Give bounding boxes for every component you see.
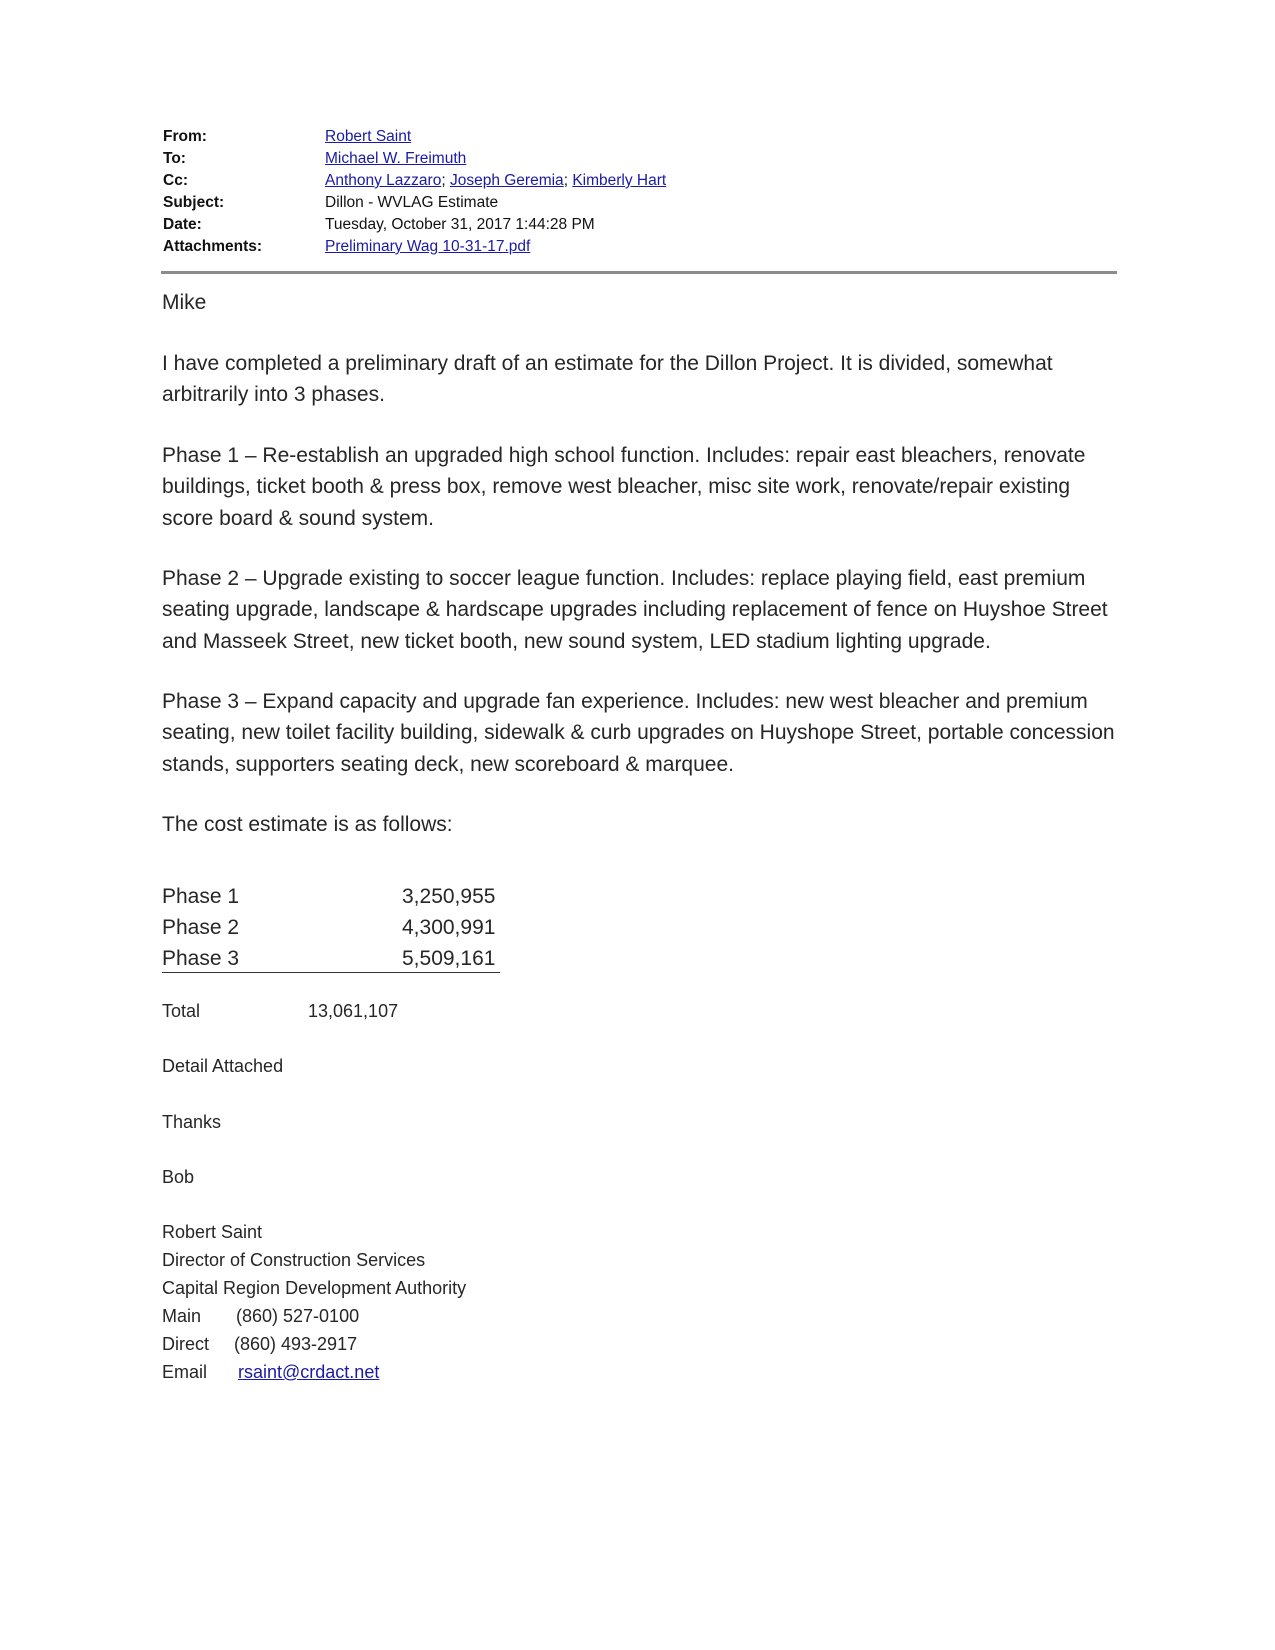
greeting: Mike: [162, 291, 207, 314]
from-link[interactable]: Robert Saint: [325, 128, 412, 145]
phase1-paragraph: Phase 1 – Re-establish an upgraded high school function. Includes: repair east bleachers, renovate buildings, ticket booth & press box, remove west bleacher, misc site work, renovate/repair existing score board & sound system.: [162, 444, 1086, 530]
phase-name: Phase 1: [162, 885, 240, 908]
from-label: From:: [163, 128, 207, 145]
thanks-line: Thanks: [162, 1112, 222, 1132]
main-phone: (860) 527-0100: [236, 1306, 360, 1326]
attachment-link[interactable]: Preliminary Wag 10-31-17.pdf: [325, 238, 531, 255]
table-row: [162, 912, 500, 943]
to-row: [163, 148, 1123, 170]
email-link[interactable]: rsaint@crdact.net: [238, 1362, 380, 1382]
main-phone-row: [162, 1302, 466, 1330]
direct-label: Direct: [162, 1334, 210, 1354]
email-row: [162, 1358, 466, 1386]
header-divider: [161, 271, 1117, 274]
signature-name: Robert Saint: [162, 1222, 263, 1242]
phase-value: 3,250,955: [402, 885, 496, 908]
table-row: [162, 881, 500, 912]
cost-intro: The cost estimate is as follows:: [162, 813, 453, 836]
from-row: [163, 126, 1123, 148]
cc-row: [163, 170, 1123, 192]
date-value: Tuesday, October 31, 2017 1:44:28 PM: [325, 216, 595, 233]
intro-paragraph: I have completed a preliminary draft of an estimate for the Dillon Project. It is divided, somewhat arbitrarily into 3 phases.: [162, 352, 1053, 407]
phase3-paragraph: Phase 3 – Expand capacity and upgrade fan experience. Includes: new west bleacher and premium seating, new toilet facility building, sidewalk & curb upgrades on Huyshope Street, portable concession stands, supporters seating deck, new scoreboard & marquee.: [162, 690, 1115, 776]
email-header: [163, 126, 1123, 258]
cc-separator: ;: [563, 172, 568, 189]
direct-phone: (860) 493-2917: [234, 1334, 358, 1354]
cc-label: Cc:: [163, 172, 188, 189]
attachments-label: Attachments:: [163, 238, 263, 255]
subject-row: [163, 192, 1123, 214]
date-label: Date:: [163, 216, 202, 233]
cc-link[interactable]: Kimberly Hart: [572, 172, 667, 189]
main-label: Main: [162, 1306, 202, 1326]
date-row: [163, 214, 1123, 236]
phase-value: 5,509,161: [402, 947, 496, 970]
phase-cost-table: [162, 881, 500, 973]
signoff: Bob: [162, 1167, 195, 1187]
phase-name: Phase 2: [162, 916, 240, 939]
total-label: Total: [162, 1001, 201, 1021]
email-label: Email: [162, 1362, 208, 1382]
table-row: [162, 943, 500, 973]
total-value: 13,061,107: [308, 1001, 399, 1021]
direct-phone-row: [162, 1330, 466, 1358]
detail-attached: Detail Attached: [162, 1056, 284, 1076]
to-label: To:: [163, 150, 186, 167]
cc-link[interactable]: Anthony Lazzaro: [325, 172, 442, 189]
signature-org: Capital Region Development Authority: [162, 1278, 467, 1298]
total-row: [162, 997, 398, 1025]
signature-title: Director of Construction Services: [162, 1250, 426, 1270]
phase-value: 4,300,991: [402, 916, 496, 939]
subject-label: Subject:: [163, 194, 225, 211]
to-link[interactable]: Michael W. Freimuth: [325, 150, 467, 167]
phase2-paragraph: Phase 2 – Upgrade existing to soccer league function. Includes: replace playing field, east premium seating upgrade, landscape & hardscape upgrades including replacement of fence on Huyshoe Street and Masseek Street, new ticket booth, new sound system, LED stadium lighting upgrade.: [162, 567, 1108, 653]
cc-link[interactable]: Joseph Geremia: [449, 172, 564, 189]
cc-separator: ;: [441, 172, 446, 189]
subject-value: Dillon - WVLAG Estimate: [325, 194, 499, 211]
attachments-row: [163, 236, 1123, 258]
phase-name: Phase 3: [162, 947, 240, 970]
signature-block: [162, 1218, 466, 1386]
